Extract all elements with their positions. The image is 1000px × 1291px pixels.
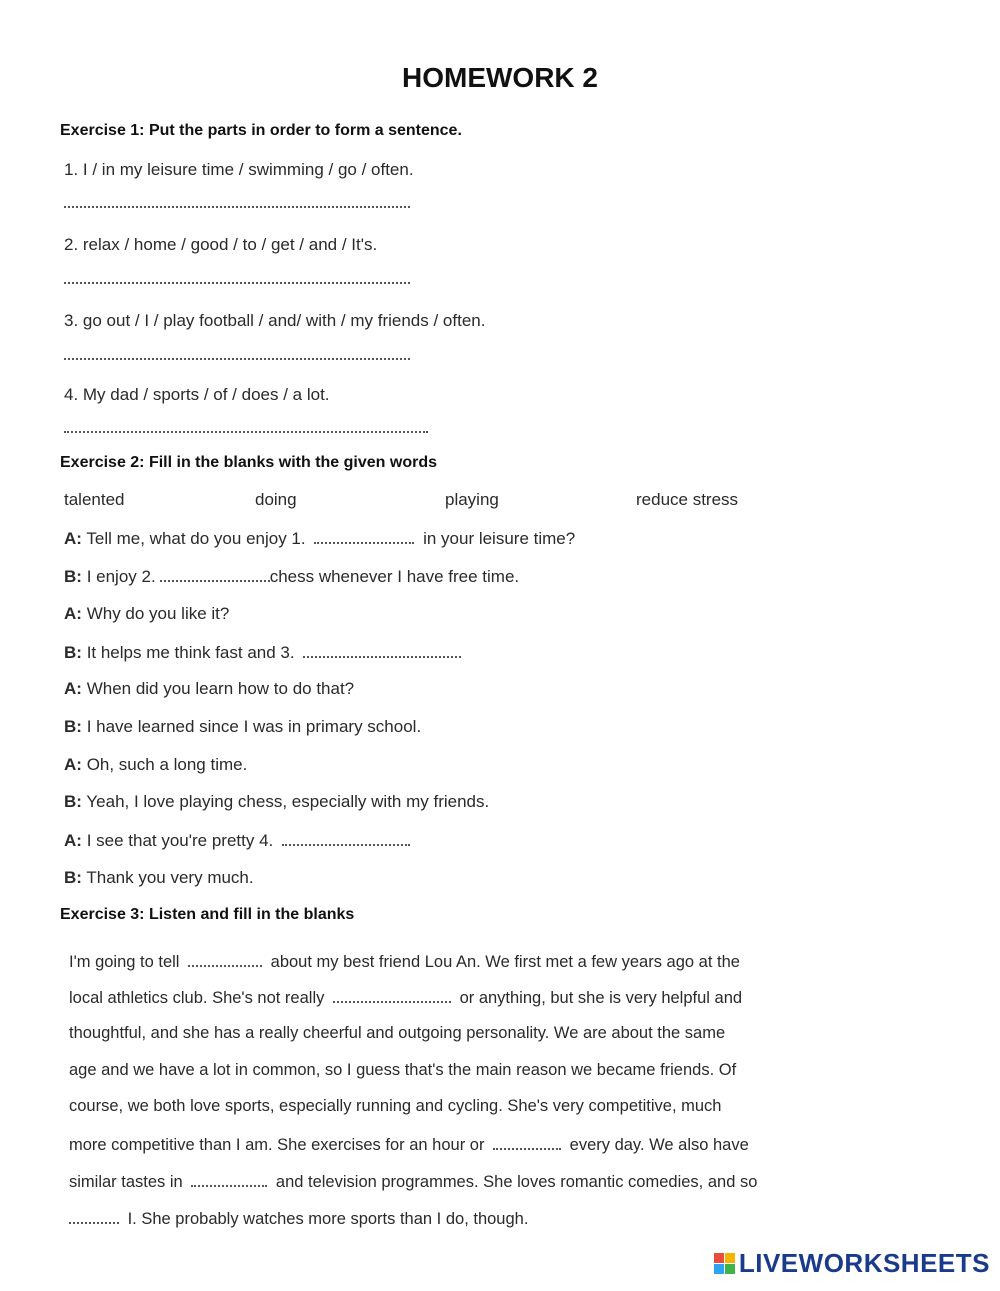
blank-4[interactable] [282,830,410,846]
passage-text: similar tastes in [69,1173,183,1191]
exercise-1-heading: Exercise 1: Put the parts in order to form a sentence. [60,122,462,139]
speaker-label: B: [64,792,82,811]
passage-text: age and we have a lot in common, so I guess that's the main reason we became friends. Of [69,1061,737,1079]
passage-text: course, we both love sports, especially running and cycling. She's very competitive, much [69,1097,722,1115]
blank-2[interactable] [160,566,270,582]
word-bank [64,490,784,514]
word-bank-item: doing [255,490,297,509]
passage-blank-2[interactable] [333,987,451,1003]
dialogue-text: I see that you're pretty 4. [86,831,274,850]
speaker-label: A: [64,604,82,623]
dialogue-text: in your leisure time? [423,529,576,548]
dialogue-line-6 [64,717,421,737]
passage-blank-1[interactable] [188,951,262,967]
speaker-label: B: [64,567,82,586]
speaker-label: B: [64,717,82,736]
exercise-1-answer-3[interactable] [64,358,410,360]
dialogue-text: Yeah, I love playing chess, especially with my friends. [86,792,490,811]
dialogue-line-1 [64,528,575,549]
dialogue-text: I enjoy 2. [86,567,156,586]
blank-3[interactable] [303,642,461,658]
passage-blank-4[interactable] [191,1171,267,1187]
passage-line-8 [69,1208,528,1229]
speaker-label: A: [64,679,82,698]
speaker-label: A: [64,755,82,774]
dialogue-text: It helps me think fast and 3. [86,643,295,662]
passage-text: or anything, but she is very helpful and [459,989,743,1007]
passage-line-3 [69,1024,725,1043]
dialogue-line-3 [64,604,229,624]
passage-text: local athletics club. She's not really [69,989,325,1007]
logo-icon [714,1253,735,1274]
passage-line-7 [69,1171,757,1192]
speaker-label: A: [64,529,82,548]
dialogue-text: When did you learn how to do that? [86,679,355,698]
passage-text: thoughtful, and she has a really cheerful and outgoing personality. We are about the same [69,1024,726,1042]
passage-blank-3[interactable] [493,1134,561,1150]
exercise-1-answer-2[interactable] [64,282,410,284]
word-bank-item: talented [64,490,125,509]
exercise-1-answer-1[interactable] [64,206,410,208]
dialogue-line-2 [64,566,519,587]
speaker-label: A: [64,831,82,850]
passage-text: I. She probably watches more sports than I do, though. [127,1210,529,1228]
dialogue-text: Thank you very much. [86,868,254,887]
passage-text: about my best friend Lou An. We first met a few years ago at the [270,953,740,971]
blank-1[interactable] [314,528,414,544]
word-bank-item: playing [445,490,499,509]
dialogue-text: Oh, such a long time. [86,755,248,774]
page-title: HOMEWORK 2 [402,62,598,93]
dialogue-text: Tell me, what do you enjoy 1. [86,529,306,548]
passage-text: I'm going to tell [69,953,180,971]
passage-text: and television programmes. She loves romantic comedies, and so [275,1173,758,1191]
dialogue-text: I have learned since I was in primary school. [86,717,422,736]
exercise-3-heading: Exercise 3: Listen and fill in the blanks [60,906,355,923]
dialogue-line-7 [64,755,247,775]
passage-line-2 [69,987,742,1008]
passage-line-6 [69,1134,749,1155]
passage-line-5 [69,1097,721,1116]
dialogue-line-8 [64,792,489,812]
dialogue-line-10 [64,868,254,888]
dialogue-text: Why do you like it? [86,604,230,623]
dialogue-text: chess whenever I have free time. [269,567,520,586]
exercise-1-item-1: 1. I / in my leisure time / swimming / go / often. [64,160,414,179]
passage-text: more competitive than I am. She exercises for an hour or [69,1136,485,1154]
dialogue-line-5 [64,679,354,699]
dialogue-line-9 [64,830,414,851]
exercise-2-heading: Exercise 2: Fill in the blanks with the given words [60,454,437,471]
passage-line-1 [69,951,740,972]
passage-blank-5[interactable] [69,1208,119,1224]
speaker-label: B: [64,868,82,887]
dialogue-line-4 [64,642,465,663]
speaker-label: B: [64,643,82,662]
liveworksheets-logo [714,1248,990,1279]
exercise-1-answer-4[interactable] [64,431,428,433]
word-bank-item: reduce stress [636,490,739,509]
exercise-1-item-2: 2. relax / home / good / to / get / and / It's. [64,235,378,254]
passage-line-4 [69,1061,736,1080]
exercise-1-item-3: 3. go out / I / play football / and/ with / my friends / often. [64,311,486,330]
passage-text: every day. We also have [569,1136,749,1154]
brand-name: LIVEWORKSHEETS [738,1248,990,1278]
exercise-1-item-4: 4. My dad / sports / of / does / a lot. [64,385,330,404]
